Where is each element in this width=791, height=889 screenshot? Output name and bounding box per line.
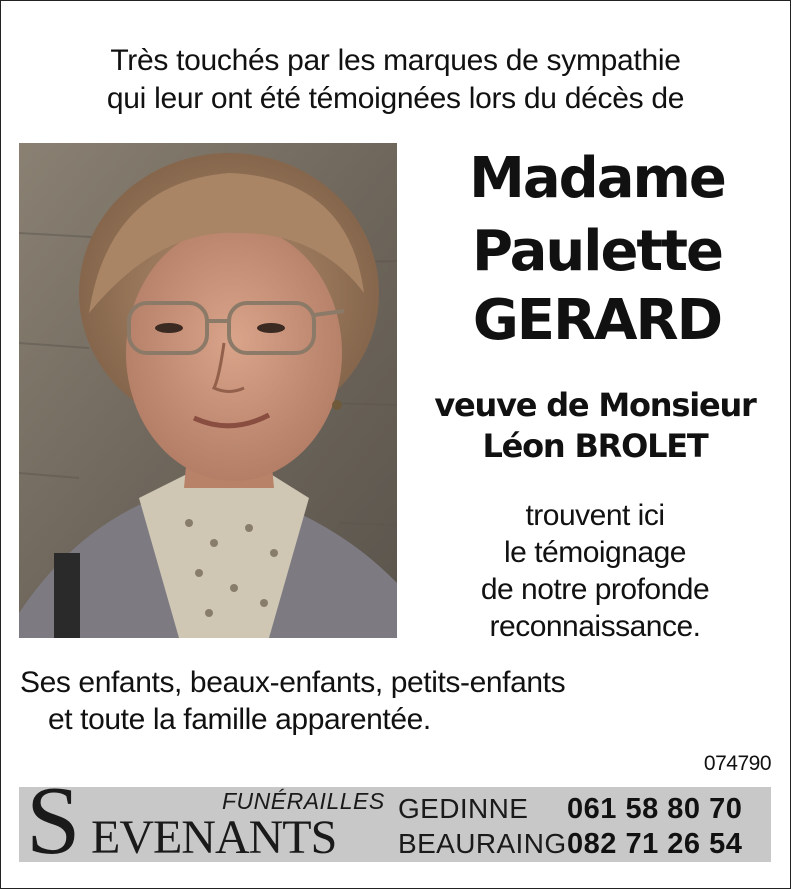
contact-city-gedinne: GEDINNE: [398, 793, 529, 824]
funeral-home-logo-initial: S: [26, 767, 81, 875]
thanks-line-2: le témoignage: [504, 536, 686, 569]
family-line-1: Ses enfants, beaux-enfants, petits-enfants: [20, 666, 566, 699]
contact-city-beauraing: BEAURAING: [398, 828, 567, 859]
thanks-line-1: trouvent ici: [525, 499, 665, 532]
contact-phone-beauraing: 082 71 26 54: [567, 828, 743, 860]
thanks-line-3: de notre profonde: [480, 573, 710, 606]
widow-of-line-2: Léon BROLET: [482, 427, 708, 465]
portrait-photo: [19, 143, 397, 638]
funeral-home-tagline: FUNÉRAILLES: [222, 788, 385, 814]
deceased-title: Madame: [469, 146, 725, 211]
reference-number: 074790: [703, 752, 771, 775]
thanks-line-4: reconnaissance.: [489, 610, 701, 643]
deceased-first-name: Paulette: [472, 219, 722, 284]
contact-phone-gedinne: 061 58 80 70: [567, 793, 743, 825]
funeral-home-logo-name: EVENANTS: [91, 811, 337, 864]
widow-of-line-1: veuve de Monsieur: [434, 386, 756, 424]
deceased-last-name: GERARD: [472, 288, 722, 353]
intro-line-2: qui leur ont été témoignées lors du décès de: [106, 82, 685, 115]
intro-line-1: Très touchés par les marques de sympathie: [110, 44, 681, 77]
family-line-2: et toute la famille apparentée.: [48, 703, 431, 736]
